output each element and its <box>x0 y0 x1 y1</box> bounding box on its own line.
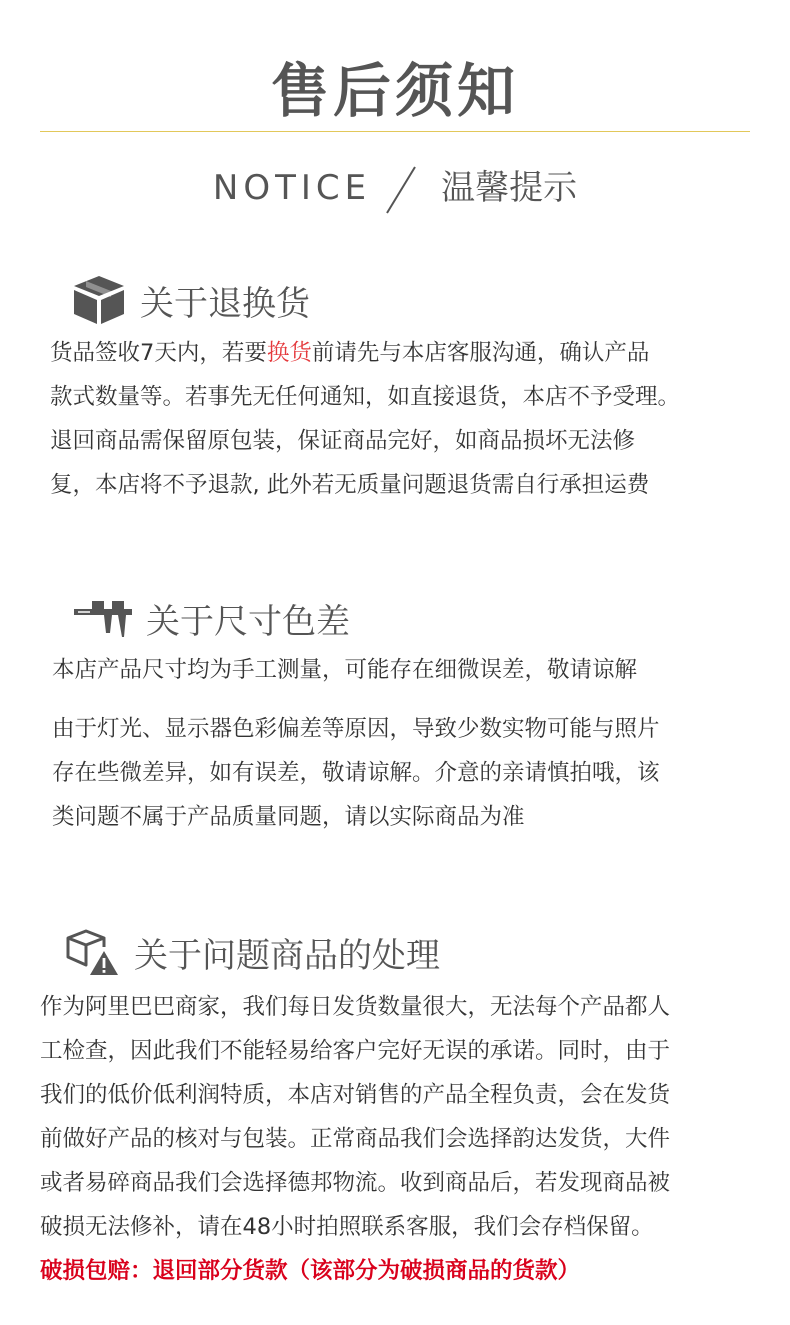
slash-divider <box>371 165 441 215</box>
section-returns-body <box>50 331 680 507</box>
section-size-body <box>52 707 660 839</box>
text-line: 由于灯光、显示器色彩偏差等原因，导致少数实物可能与照片 <box>52 716 660 742</box>
damage-compensation-note: 破损包赔：退回部分货款（该部分为破损商品的货款） <box>40 1258 581 1284</box>
text-line: 破损无法修补，请在48小时拍照联系客服，我们会存档保留。 <box>40 1214 654 1240</box>
section-returns-heading <box>72 274 310 326</box>
text-line: 复，本店将不予退款, 此外若无质量问题退货需自行承担运费 <box>50 472 650 498</box>
section-issues-heading <box>66 928 440 977</box>
section-returns-title: 关于退换货 <box>140 283 310 324</box>
text-line: 存在些微差异，如有误差，敬请谅解。介意的亲请慎拍哦，该 <box>52 760 660 786</box>
section-issues-body <box>40 985 670 1293</box>
section-issues-title: 关于问题商品的处理 <box>134 936 440 976</box>
box-icon <box>72 274 126 326</box>
text-line: 款式数量等。若事先无任何通知，如直接退货，本店不予受理。 <box>50 384 681 410</box>
damaged-box-warning-icon <box>66 929 120 977</box>
text-line: 本店产品尺寸均为手工测量，可能存在细微误差，敬请谅解 <box>52 657 638 683</box>
section-size-title: 关于尺寸色差 <box>146 602 350 642</box>
text-line: 退回商品需保留原包装，保证商品完好，如商品损坏无法修 <box>50 428 636 454</box>
section-size-heading <box>72 594 350 643</box>
text-line: 我们的低价低利润特质，本店对销售的产品全程负责，会在发货 <box>40 1082 671 1108</box>
text-line: 类问题不属于产品质量同题，请以实际商品为准 <box>52 804 525 830</box>
highlight-exchange: 换货 <box>266 340 312 366</box>
text-line: 前做好产品的核对与包装。正常商品我们会选择韵达发货，大件 <box>40 1126 671 1152</box>
caliper-icon <box>72 597 134 641</box>
title-divider <box>40 131 750 132</box>
text-line: 货品签收7天内，若要换货前请先与本店客服沟通，确认产品 <box>50 340 650 366</box>
text-line: 或者易碎商品我们会选择德邦物流。收到商品后，若发现商品被 <box>40 1170 671 1196</box>
section-size-note <box>52 648 637 692</box>
subtitle-cn: 温馨提示 <box>441 168 578 208</box>
subtitle-en: NOTICE <box>212 168 372 208</box>
text-line: 工检查，因此我们不能轻易给客户完好无误的承诺。同时，由于 <box>40 1038 671 1064</box>
page-title: 售后须知 <box>270 57 519 125</box>
text-line: 作为阿里巴巴商家，我们每日发货数量很大，无法每个产品都人 <box>40 994 671 1020</box>
subtitle <box>0 160 790 215</box>
